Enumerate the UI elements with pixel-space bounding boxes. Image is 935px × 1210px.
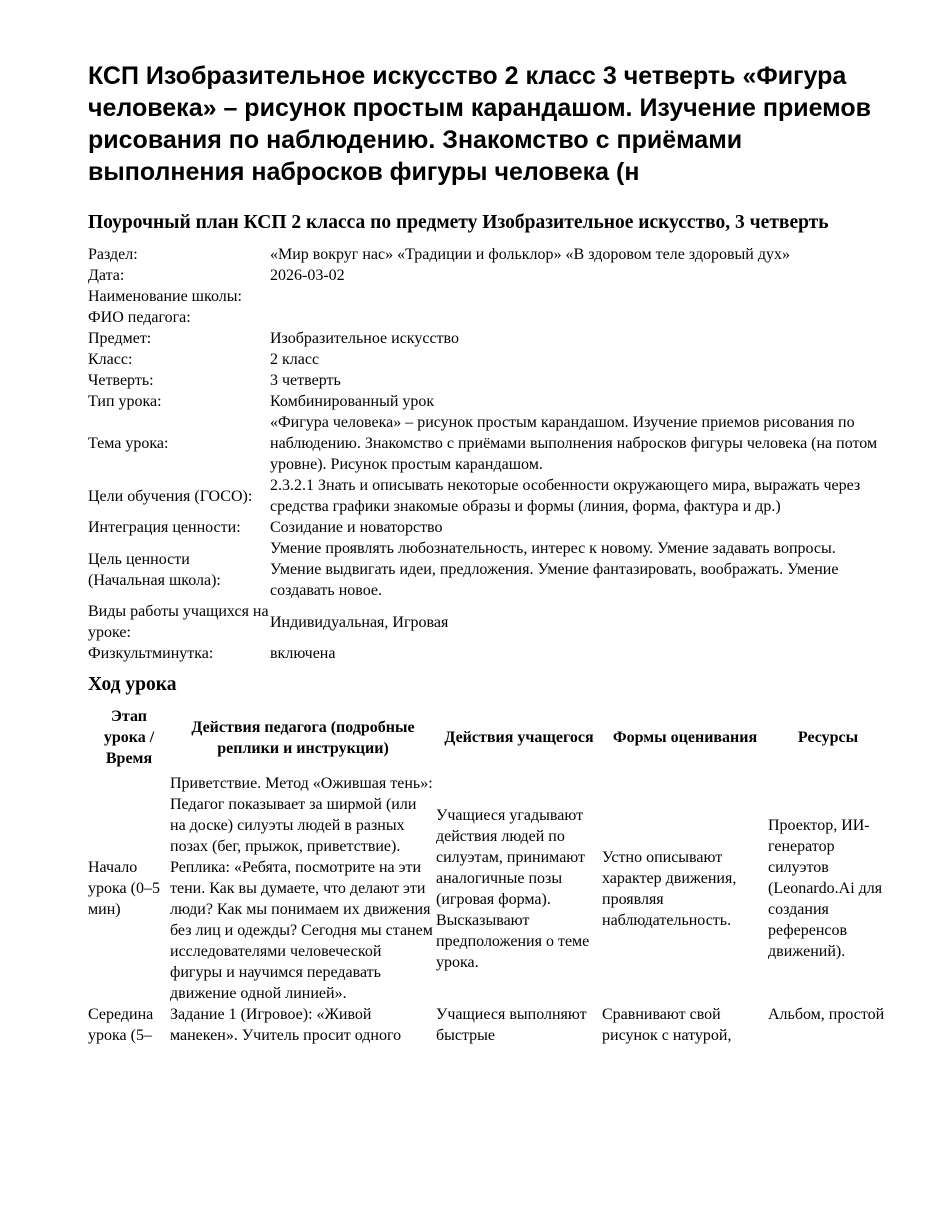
info-label: Цели обучения (ГОСО):: [88, 487, 253, 505]
info-value: [270, 286, 882, 307]
cell-student: Учащиеся выполняют быстрые: [436, 1006, 587, 1044]
info-row: [88, 370, 882, 391]
cell-stage: Начало урока (0–5 мин): [88, 859, 160, 918]
info-value: [270, 307, 882, 328]
header-teacher-actions: Действия педагога (подробные реплики и инструкции): [191, 718, 415, 757]
info-row: [88, 643, 882, 664]
info-value: Комбинированный урок: [270, 393, 435, 410]
header-student-actions: Действия учащегося: [444, 729, 594, 746]
info-value: 2.3.2.1 Знать и описывать некоторые особенности окружающего мира, выражать через средства графики знакомые образы и формы (линия, форма, фактура и др.): [270, 477, 861, 515]
info-value: Изобразительное искусство: [270, 330, 459, 347]
table-row: [88, 773, 888, 1004]
info-row: [88, 391, 882, 412]
info-label: Предмет:: [88, 330, 152, 347]
cell-assessment: Сравнивают свой рисунок с натурой,: [602, 1006, 732, 1044]
info-value: 3 четверть: [270, 372, 341, 389]
info-value: «Фигура человека» – рисунок простым карандашом. Изучение приемов рисования по наблюдению. Знакомство с приёмами выполнения набросков фигуры человека (на потом уровне). Рисунок простым карандашом.: [270, 414, 878, 473]
info-row: [88, 517, 882, 538]
info-value: Созидание и новаторство: [270, 519, 443, 536]
info-label: Виды работы учащихся на уроке:: [88, 603, 269, 641]
info-row: [88, 328, 882, 349]
document-title: КСП Изобразительное искусство 2 класс 3 четверть «Фигура человека» – рисунок простым карандашом. Изучение приемов рисования по наблюдению. Знакомство с приёмами выполнения набросков фигуры человека (н: [88, 62, 871, 186]
cell-resources: Проектор, ИИ-генератор силуэтов (Leonardo.Ai для создания референсов движений).: [768, 817, 883, 960]
info-row: [88, 244, 882, 265]
document-subtitle: Поурочный план КСП 2 класса по предмету Изобразительное искусство, 3 четверть: [88, 212, 829, 233]
header-stage: Этап урока / Время: [103, 708, 155, 767]
info-row: [88, 286, 882, 307]
info-row: [88, 475, 882, 517]
lesson-plan-table: [88, 704, 888, 1046]
info-label: Тип урока:: [88, 393, 162, 410]
info-row: [88, 412, 882, 475]
cell-stage: Середина урока (5–: [88, 1006, 154, 1044]
cell-student: Учащиеся угадывают действия людей по силуэтам, принимают аналогичные позы (игровая форма). Высказывают предположения о теме урока.: [436, 806, 590, 971]
cell-teacher: Задание 1 (Игровое): «Живой манекен». Учитель просит одного: [170, 1006, 402, 1044]
header-resources: Ресурсы: [797, 729, 859, 746]
info-row: [88, 601, 882, 643]
info-label: Дата:: [88, 267, 125, 284]
info-label: ФИО педагога:: [88, 309, 191, 326]
info-value: Умение проявлять любознательность, интерес к новому. Умение задавать вопросы. Умение выдвигать идеи, предложения. Умение фантазировать, воображать. Умение создавать новое.: [270, 540, 839, 599]
info-row: [88, 349, 882, 370]
document-page: [88, 60, 888, 1046]
info-value: включена: [270, 645, 336, 662]
info-label: Физкультминутка:: [88, 645, 214, 662]
info-label: Раздел:: [88, 246, 138, 263]
lesson-heading: Ход урока: [88, 674, 177, 695]
info-value: Индивидуальная, Игровая: [270, 613, 449, 631]
info-value: 2026-03-02: [270, 267, 345, 284]
info-row: [88, 307, 882, 328]
info-value: «Мир вокруг нас» «Традиции и фольклор» «В здоровом теле здоровый дух»: [270, 246, 791, 263]
cell-assessment: Устно описывают характер движения, проявляя наблюдательность.: [602, 848, 737, 929]
info-label: Наименование школы:: [88, 288, 242, 305]
lesson-info-table: [88, 244, 882, 664]
table-row: [88, 1004, 888, 1046]
info-label: Тема урока:: [88, 435, 169, 452]
info-label: Цель ценности (Начальная школа):: [88, 550, 221, 589]
info-value: 2 класс: [270, 351, 320, 368]
info-row: [88, 538, 882, 601]
info-label: Класс:: [88, 351, 133, 368]
cell-teacher: Приветствие. Метод «Ожившая тень»: Педагог показывает за ширмой (или на доске) силуэты людей в разных позах (бег, прыжок, приветствие). Реплика: «Ребята, посмотрите на эти тени. Как вы думаете, что делают эти люди? Как мы понимаем их движения без лиц и одежды? Сегодня мы станем исследователями человеческой фигуры и научимся передавать движение одной линией».: [170, 775, 433, 1002]
cell-resources: Альбом, простой: [768, 1006, 885, 1023]
info-label: Четверть:: [88, 372, 154, 389]
lesson-table-header-row: [88, 704, 888, 773]
info-row: [88, 265, 882, 286]
info-label: Интеграция ценности:: [88, 519, 241, 536]
header-assessment: Формы оценивания: [612, 729, 758, 746]
